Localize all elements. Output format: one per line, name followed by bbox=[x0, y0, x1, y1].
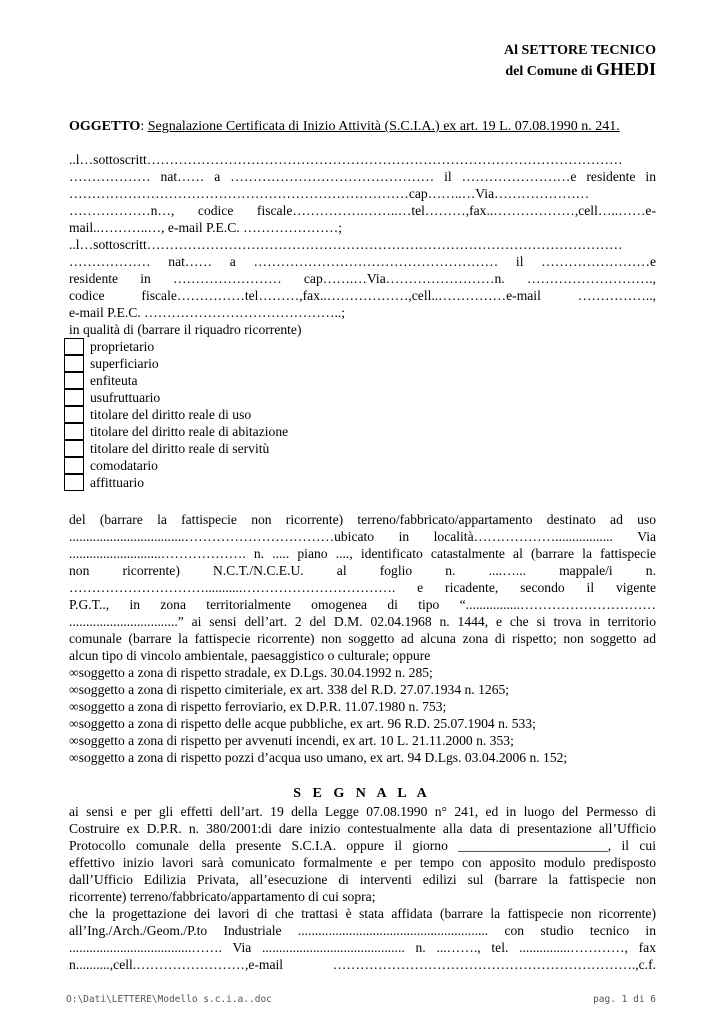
bullet-item: ∞soggetto a zona di rispetto per avvenuti incendi, ex art. 10 L. 21.11.2000 n. 353; bbox=[69, 733, 514, 748]
section-title: S E G N A L A bbox=[293, 786, 431, 801]
body-line: ……………… nat…… a ……………………………………… il ……………………e residente in bbox=[69, 169, 656, 184]
body-line: residente in …………………… cap…….…Via……………………n. ………………………., bbox=[69, 271, 656, 286]
body-line: ..................................……………………………ubicato in località………………................. Via bbox=[69, 529, 656, 544]
subject-colon: : bbox=[140, 119, 148, 134]
body-line: effettivo inizio lavori sarà comunicato formalmente e per tempo con apposito modulo predisposto bbox=[69, 855, 656, 870]
checkbox-row-comodatario[interactable] bbox=[64, 457, 158, 474]
body-line: non ricorrente) N.C.T./N.C.E.U. al foglio n. ....…... mappale/i n. bbox=[69, 563, 656, 578]
checkbox-label: superficiario bbox=[90, 356, 159, 371]
body-line: ..l…sottoscritt…………………………………………………………………………………………… bbox=[69, 152, 623, 167]
subject-label: OGGETTO bbox=[69, 119, 141, 134]
body-line: comunale (barrare la fattispecie ricorrente) non soggetto ad alcuna zona di rispetto; non soggetto ad bbox=[69, 631, 656, 646]
bullet-item: ∞soggetto a zona di rispetto stradale, ex D.Lgs. 30.04.1992 n. 285; bbox=[69, 665, 433, 680]
body-line: dall’Ufficio Edilizia Privata, all’esecuzione di interventi edilizi sul (barrare la fattispecie non bbox=[69, 872, 656, 887]
checkbox-row-uso[interactable] bbox=[64, 406, 251, 423]
checkbox-row-usufruttuario[interactable] bbox=[64, 389, 160, 406]
body-line: ....................................……. Via .......................................... n. ...……., tel. ...............…………, fax bbox=[69, 940, 656, 955]
body-line: ................................” ai sensi dell’art. 2 del D.M. 02.04.1968 n. 1444, e che si trova in territorio bbox=[69, 614, 656, 629]
addressee-municipality bbox=[504, 60, 656, 81]
checkbox-row-affittuario[interactable] bbox=[64, 474, 144, 491]
body-line: …………………………...........……………………………. e ricadente, secondo il vigente bbox=[69, 580, 656, 595]
checkbox-row-proprietario[interactable] bbox=[64, 338, 154, 355]
checkbox-label: titolare del diritto reale di servitù bbox=[90, 441, 270, 456]
checkbox-label: usufruttuario bbox=[90, 390, 161, 405]
body-line: Costruire ex D.P.R. n. 380/2001:di dare inizio contestualmente alla data di presentazione all’Ufficio bbox=[69, 821, 656, 836]
addressee-office: Al SETTORE TECNICO bbox=[504, 43, 656, 58]
addressee-prefix: del Comune di bbox=[505, 64, 596, 79]
checkbox-label: proprietario bbox=[90, 339, 155, 354]
checkbox[interactable] bbox=[64, 474, 84, 491]
checkbox-label: enfiteuta bbox=[90, 373, 138, 388]
body-line: del (barrare la fattispecie non ricorrente) terreno/fabbricato/appartamento destinato ad uso bbox=[69, 512, 656, 527]
body-line: in qualità di (barrare il riquadro ricorrente) bbox=[69, 322, 302, 337]
checkbox-label: affittuario bbox=[90, 475, 145, 490]
addressee-town: GHEDI bbox=[595, 59, 656, 79]
body-line: che la progettazione dei lavori di che trattasi è stata affidata (barrare la fattispecie non ricorrente) bbox=[69, 906, 656, 921]
checkbox[interactable] bbox=[64, 457, 84, 474]
addressee-block bbox=[504, 42, 656, 81]
bullet-item: ∞soggetto a zona di rispetto pozzi d’acqua uso umano, ex art. 94 D.Lgs. 03.04.2006 n. 152; bbox=[69, 750, 568, 765]
checkbox[interactable] bbox=[64, 389, 84, 406]
subject-line bbox=[69, 118, 656, 135]
footer-file-path: O:\Dati\LETTERE\Modello s.c.i.a..doc bbox=[66, 994, 272, 1005]
checkbox-label: titolare del diritto reale di abitazione bbox=[90, 424, 289, 439]
checkbox-label: comodatario bbox=[90, 458, 158, 473]
checkbox-row-servitu[interactable] bbox=[64, 440, 269, 457]
checkbox-row-abitazione[interactable] bbox=[64, 423, 288, 440]
checkbox[interactable] bbox=[64, 338, 84, 355]
body-line: P.G.T.., in zona territorialmente omogenea di tipo “................………………………… bbox=[69, 597, 656, 612]
body-line: …………………………………………………………………cap……..…Via………………… bbox=[69, 186, 590, 201]
body-line: ………………n…, codice fiscale…………….……..…tel………,fax..………………,cell…..……e- bbox=[69, 203, 656, 218]
body-line: n..........,cell.……………………,e-mail ………………………………………………………….,c.f. bbox=[69, 957, 656, 972]
checkbox[interactable] bbox=[64, 406, 84, 423]
body-line: mail..………..…, e-mail P.E.C. …………………; bbox=[69, 220, 342, 235]
checkbox[interactable] bbox=[64, 372, 84, 389]
body-line: all’Ing./Arch./Geom./P.to Industriale ........................................................ con studio tecnico in bbox=[69, 923, 656, 938]
body-line: Protocollo comunale della presente S.C.I.A. oppure il giorno ______________________, il cui bbox=[69, 838, 656, 853]
footer-page-number: pag. 1 di 6 bbox=[593, 994, 656, 1005]
body-line: e-mail P.E.C. ……………………………………..; bbox=[69, 305, 346, 320]
bullet-item: ∞soggetto a zona di rispetto cimiteriale, ex art. 338 del R.D. 27.07.1934 n. 1265; bbox=[69, 682, 510, 697]
body-line: codice fiscale……………tel………,fax..………………,cell..……………e-mail …………….., bbox=[69, 288, 656, 303]
body-line: alcun tipo di vincolo ambientale, paesaggistico o culturale; oppure bbox=[69, 648, 431, 663]
body-line: ...........................………………. n. ..... piano ...., identificato catastalmente al (barrare la fattispecie bbox=[69, 546, 656, 561]
checkbox[interactable] bbox=[64, 355, 84, 372]
checkbox-label: titolare del diritto reale di uso bbox=[90, 407, 252, 422]
subject-text: Segnalazione Certificata di Inizio Attività (S.C.I.A.) ex art. 19 L. 07.08.1990 n. 241. bbox=[147, 119, 620, 134]
body-line: ……………… nat…… a ……………………………………………… il ……………………e bbox=[69, 254, 656, 269]
checkbox-row-enfiteuta[interactable] bbox=[64, 372, 138, 389]
checkbox[interactable] bbox=[64, 423, 84, 440]
bullet-item: ∞soggetto a zona di rispetto ferroviario, ex D.P.R. 11.07.1980 n. 753; bbox=[69, 699, 447, 714]
checkbox-row-superficiario[interactable] bbox=[64, 355, 159, 372]
body-line: ricorrente) terreno/fabbricato/appartamento di cui sopra; bbox=[69, 889, 376, 904]
body-line: ai sensi e per gli effetti dell’art. 19 della Legge 07.08.1990 n° 241, ed in luogo del Permesso di bbox=[69, 804, 656, 819]
checkbox[interactable] bbox=[64, 440, 84, 457]
bullet-item: ∞soggetto a zona di rispetto delle acque pubbliche, ex art. 96 R.D. 25.07.1904 n. 533; bbox=[69, 716, 536, 731]
body-line: ..l…sottoscritt…………………………………………………………………………………………… bbox=[69, 237, 623, 252]
